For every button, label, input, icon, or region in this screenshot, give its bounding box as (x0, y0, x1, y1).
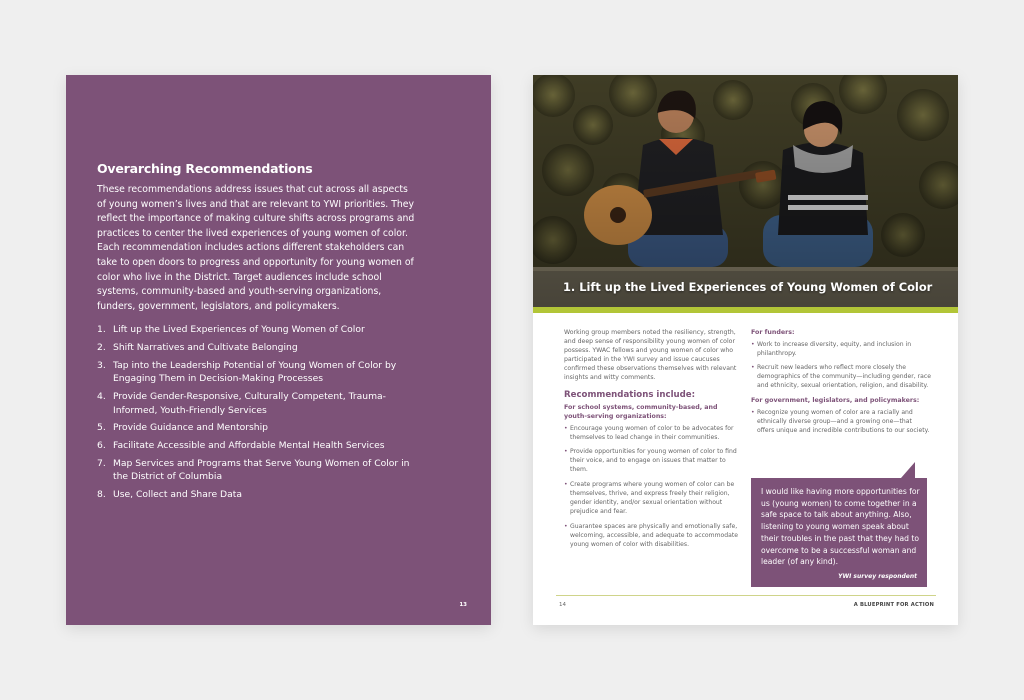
page-number: 14 (559, 602, 566, 608)
left-column (564, 329, 742, 556)
list-text: Map Services and Programs that Serve Young Women of Color in the District of Columbia (113, 457, 410, 483)
list-number: 8. (97, 489, 106, 501)
page-number: 13 (459, 602, 467, 608)
quote-box (751, 478, 927, 587)
school-heading: For school systems, community-based, and youth-serving organizations: (564, 404, 718, 421)
list-text: Shift Narratives and Cultivate Belonging (113, 341, 298, 353)
list-number: 2. (97, 341, 106, 353)
list-item: • Guarantee spaces are physically and emotionally safe, welcoming, accessible, and adequate to accommodate young women of color with disabilities. (564, 523, 742, 550)
right-page (533, 75, 958, 625)
list-item (97, 421, 427, 435)
list-text: Provide Guidance and Mentorship (113, 422, 268, 434)
quote-attribution: YWI survey respondent (838, 573, 917, 580)
list-text: Provide Gender-Responsive, Culturally Competent, Trauma-Informed, Youth-Friendly Services (113, 390, 386, 416)
list-item (97, 488, 427, 502)
list-text: Facilitate Accessible and Affordable Mental Health Services (113, 440, 385, 452)
list-item: • Work to increase diversity, equity, and inclusion in philanthropy. (751, 341, 931, 359)
intro-paragraph: Working group members noted the resiliency, strength, and deep sense of responsibility young women of color possess. YWAC fellows and young women of color who participated in the YWI survey and issue caucuses confirmed these observations themselves with relevant insights and witty comments. (564, 329, 737, 381)
recommendations-list (97, 323, 427, 506)
footer-label: A BLUEPRINT FOR ACTION (853, 602, 934, 608)
list-item (97, 323, 427, 337)
government-list (751, 409, 931, 436)
list-item: • Recruit new leaders who reflect more closely the demographics of the community—including gender, race and ethnicity, sexual orientation, religion, and disability. (751, 364, 931, 391)
left-page (66, 75, 491, 625)
list-number: 3. (97, 359, 106, 371)
accent-bar (533, 307, 958, 313)
list-number: 4. (97, 390, 106, 402)
list-item (97, 341, 427, 355)
intro-paragraph: These recommendations address issues that cut across all aspects of young women’s lives and that are relevant to YWI priorities. They reflect the importance of making culture shifts across programs and practices to center the lived experiences of young women of color. Each recommendation includes actions different stakeholders can take to open doors to progress and opportunity for young women of color who live in the District. Target audiences include school systems, community-based and youth-serving organizations, funders, government, legislators, and policymakers. (97, 184, 415, 312)
list-text: Use, Collect and Share Data (113, 489, 242, 501)
list-item (97, 359, 427, 386)
footer-divider (556, 595, 936, 596)
right-column (751, 329, 931, 441)
hero-photo (533, 75, 958, 307)
list-item: • Encourage young women of color to be advocates for themselves to lead change in their communities. (564, 425, 742, 443)
list-item: • Recognize young women of color are a racially and ethnically diverse group—and a growing one—that offers unique and incredible contributions to our society. (751, 409, 931, 436)
list-text: Lift up the Lived Experiences of Young Women of Color (113, 324, 365, 335)
list-number: 6. (97, 440, 106, 452)
quote-tail (901, 462, 915, 478)
list-number: 7. (97, 457, 106, 469)
page-title: Overarching Recommendations (97, 161, 313, 176)
quote-text: I would like having more opportunities for us (young women) to come together in a safe space to talk about anything. Also, listening to young women speak about their troubles in the past that they had to overcome to be a successful woman and leader (of any kind). (761, 487, 920, 567)
list-item: • Create programs where young women of color can be themselves, thrive, and express freely their religion, gender identity, and/or sexual orientation without prejudice and fear. (564, 481, 742, 517)
recommendations-heading: Recommendations include: (564, 390, 696, 401)
list-item (97, 457, 427, 484)
list-number: 1. (97, 324, 106, 335)
funders-list (751, 341, 931, 392)
list-text: Tap into the Leadership Potential of Young Women of Color by Engaging Them in Decision-Making Processes (113, 359, 397, 385)
list-item: • Provide opportunities for young women of color to find their voice, and to engage on issues that matter to them. (564, 448, 742, 475)
list-item (97, 390, 427, 417)
list-item (97, 439, 427, 453)
funders-heading: For funders: (751, 329, 795, 336)
school-list (564, 425, 742, 550)
list-number: 5. (97, 422, 106, 434)
photo-illustration (533, 75, 958, 307)
section-title: 1. Lift up the Lived Experiences of Young Women of Color (563, 280, 933, 294)
government-heading: For government, legislators, and policymakers: (751, 397, 920, 405)
